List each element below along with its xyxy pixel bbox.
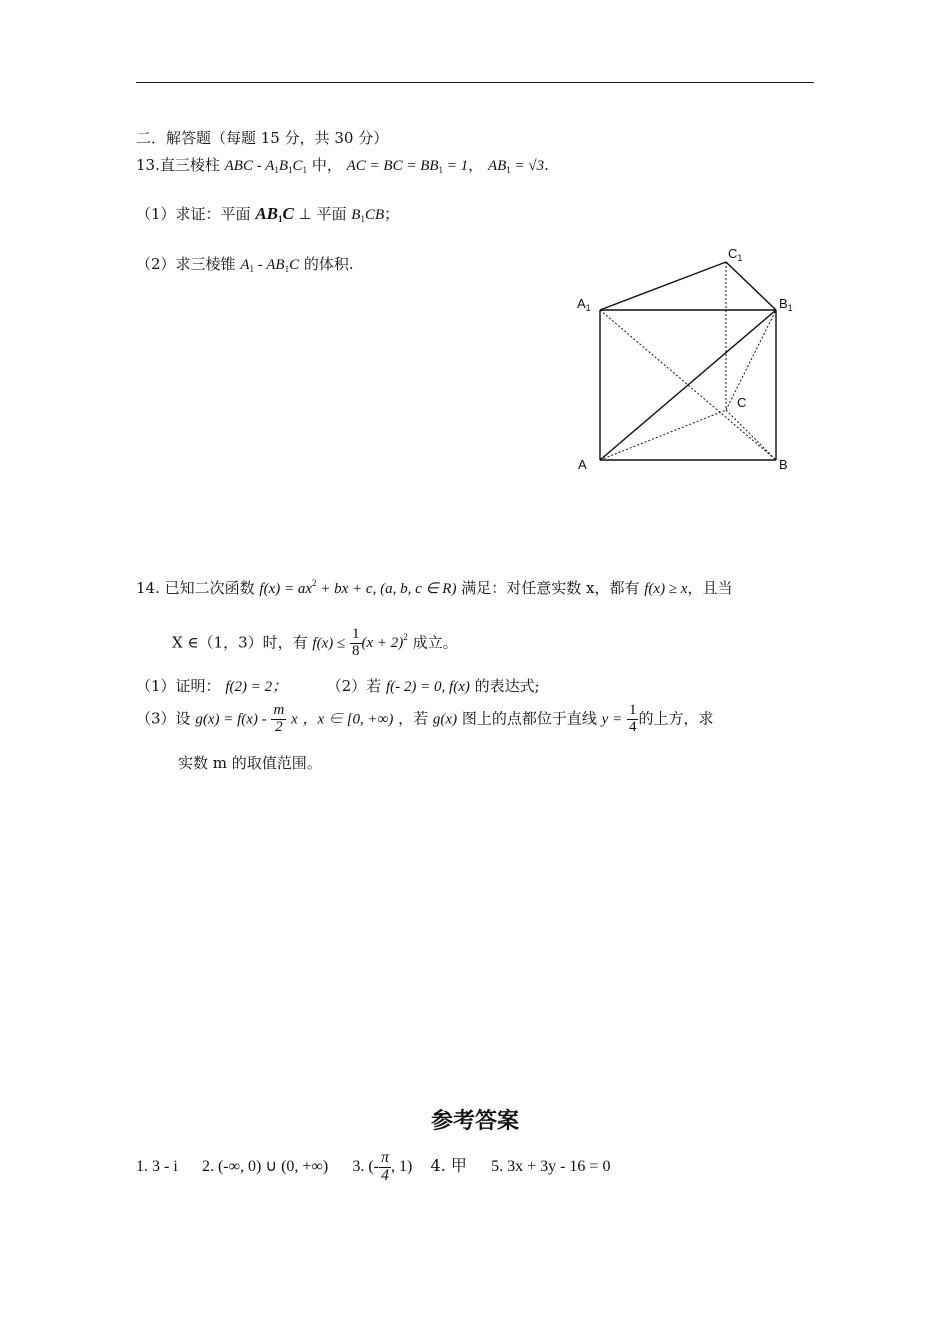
q13-stem-prefix: 13.直三棱柱 bbox=[136, 156, 220, 174]
q14-cond-tail-text: (x + 2) bbox=[361, 635, 404, 652]
q13-part1-prefix: （1）求证：平面 bbox=[136, 205, 251, 223]
label-b: B bbox=[779, 457, 788, 472]
q14-stem-mid: 满足：对任意实数 x，都有 bbox=[461, 579, 640, 597]
answer-3 bbox=[352, 1149, 413, 1184]
q13-pyramid-a: A bbox=[240, 257, 250, 273]
edge-a1c1 bbox=[600, 262, 726, 310]
prism-figure bbox=[560, 240, 820, 480]
q14-part3-ynum: 1 bbox=[628, 702, 637, 718]
q14-part3-mid2: 图上的点都位于直线 bbox=[461, 709, 597, 728]
label-c: C bbox=[737, 395, 747, 410]
q14-cond-tail: $(x + 2)^2$ bbox=[361, 632, 408, 652]
label-a: A bbox=[578, 457, 587, 472]
q14-part3-gx: g(x) bbox=[432, 711, 458, 728]
q13-period: . bbox=[544, 156, 549, 174]
q14-stem bbox=[136, 577, 732, 598]
q14-part1-prefix: （1）证明： bbox=[136, 677, 221, 695]
q14-cond-end: 成立。 bbox=[412, 633, 458, 652]
edge-ac bbox=[600, 410, 726, 460]
q14-cond-den: 8 bbox=[352, 642, 360, 659]
q13-pyramid-end: C bbox=[289, 257, 300, 273]
q13-pyramid: $A_1 - AB_1C$ bbox=[240, 257, 300, 274]
answer-1: 1. 3 - i bbox=[136, 1157, 178, 1175]
label-b1: $B_1$ bbox=[779, 296, 793, 313]
q14-part3-end: 的上方，求 bbox=[638, 709, 714, 728]
q14-part3-g: g(x) = f(x) - bbox=[195, 711, 267, 728]
answers-line bbox=[136, 1150, 610, 1185]
q13-plane-ab1c: $AB_1C$ bbox=[255, 204, 294, 224]
q14-ineq1: f(x) ≥ x bbox=[644, 581, 688, 597]
q13-cond2-end: = √3 bbox=[510, 158, 545, 174]
q14-part2-prefix: （2）若 bbox=[326, 677, 382, 695]
q14-cond-num: 1 bbox=[352, 626, 360, 642]
q14-part3-y: y = bbox=[601, 711, 623, 728]
q13-cond1: AC = BC = $BB_1 = 1$ bbox=[346, 158, 469, 175]
answer-3-prefix: 3. (- bbox=[352, 1157, 379, 1175]
section-heading: 二．解答题（每题 15 分，共 30 分） bbox=[136, 129, 389, 147]
q14-func-text: f(x) = ax bbox=[259, 581, 313, 597]
label-a1: $A_1$ bbox=[577, 296, 591, 313]
edge-c1b1 bbox=[726, 262, 776, 310]
q13-plane1-text: AB bbox=[255, 204, 279, 223]
q14-part3-frac bbox=[271, 703, 286, 736]
answer-2: 2. (-∞, 0) ∪ (0, +∞) bbox=[201, 1157, 329, 1175]
answer-3-den: 4 bbox=[381, 1166, 389, 1184]
q13-cond1-text: AC = BC = BB bbox=[346, 158, 439, 174]
q13-plane2-end: CB bbox=[364, 207, 385, 223]
q14-part1-eq: f(2) = 2； bbox=[225, 679, 288, 695]
q13-plane1-end: C bbox=[282, 204, 294, 223]
answer-3-end: , 1) bbox=[391, 1157, 413, 1175]
q14-part2-eq: f(- 2) = 0, f(x) bbox=[386, 679, 470, 695]
q14-part3-yfrac bbox=[627, 703, 639, 736]
q14-cond-frac bbox=[350, 627, 362, 660]
q13-pyramid-mid: - AB bbox=[254, 257, 285, 273]
q14-part3-mid: ，若 bbox=[398, 709, 429, 728]
perp-symbol: ⊥ bbox=[298, 207, 312, 223]
q13-prism-text: ABC - A bbox=[224, 158, 275, 174]
q13-cond1-end: = 1 bbox=[443, 158, 469, 174]
q14-stem-prefix: 14. 已知二次函数 bbox=[136, 579, 255, 597]
q13-cond2-text: AB bbox=[487, 158, 507, 174]
q14-part3-den: 2 bbox=[275, 718, 283, 735]
q14-part3-line2: 实数 m 的取值范围。 bbox=[178, 754, 322, 772]
q13-part2-end: 的体积. bbox=[303, 255, 354, 273]
label-c1: $C_1$ bbox=[728, 246, 743, 263]
q13-part1-end: ； bbox=[384, 205, 400, 223]
q14-stem-end: ，且当 bbox=[687, 579, 733, 597]
edge-cb1 bbox=[726, 310, 776, 410]
q14-func: $f(x) = ax^2$ + bx + c, (a, b, c ∈ R) bbox=[259, 578, 457, 597]
answer-5: 5. 3x + 3y - 16 = 0 bbox=[491, 1157, 611, 1175]
edge-cb bbox=[726, 410, 776, 460]
q13-part1 bbox=[136, 203, 399, 224]
q13-prism: ABC - $A_1B_1C_1$ bbox=[224, 158, 308, 175]
q14-part3-yden: 4 bbox=[628, 718, 637, 735]
q14-condition bbox=[172, 627, 458, 660]
answer-3-num: π bbox=[381, 1149, 390, 1166]
q13-part2 bbox=[136, 253, 354, 274]
answers-title: 参考答案 bbox=[430, 1109, 519, 1134]
q14-parts12 bbox=[136, 675, 540, 696]
q13-plane-b1cb: $B_1CB$ bbox=[351, 207, 385, 224]
q13-part2-prefix: （2）求三棱锥 bbox=[136, 255, 236, 273]
q14-part3-dom: ，x ∈ [0, +∞) bbox=[302, 711, 394, 728]
q13-cond2: $AB_1 = √3$ bbox=[487, 158, 545, 175]
q13-stem: 13.直三棱柱 ABC - $A_1B_1C_1$ 中， AC = BC = $BB_1 = 1$， $AB_1 = √3$. bbox=[136, 156, 549, 175]
q14-part3 bbox=[136, 703, 713, 736]
q14-part3-num: m bbox=[273, 702, 285, 718]
q13-stem-mid: 中， bbox=[311, 156, 342, 174]
header-rule bbox=[136, 82, 814, 83]
q14-part3-prefix: （3）设 bbox=[136, 709, 191, 728]
q14-part2-end: 的表达式; bbox=[474, 677, 540, 695]
q14-func-mid: + bx + c, (a, b, c ∈ R) bbox=[316, 581, 457, 597]
q14-cond-f: f(x) ≤ bbox=[312, 635, 346, 652]
answer-4: 4. 甲 bbox=[430, 1155, 467, 1175]
q13-part1-mid: 平面 bbox=[316, 205, 347, 223]
answer-3-frac bbox=[379, 1150, 391, 1185]
q14-part3-x: x bbox=[291, 711, 298, 728]
q13-plane2-text: B bbox=[351, 207, 361, 223]
q14-cond-prefix: X ∈（1，3）时，有 bbox=[172, 633, 308, 652]
